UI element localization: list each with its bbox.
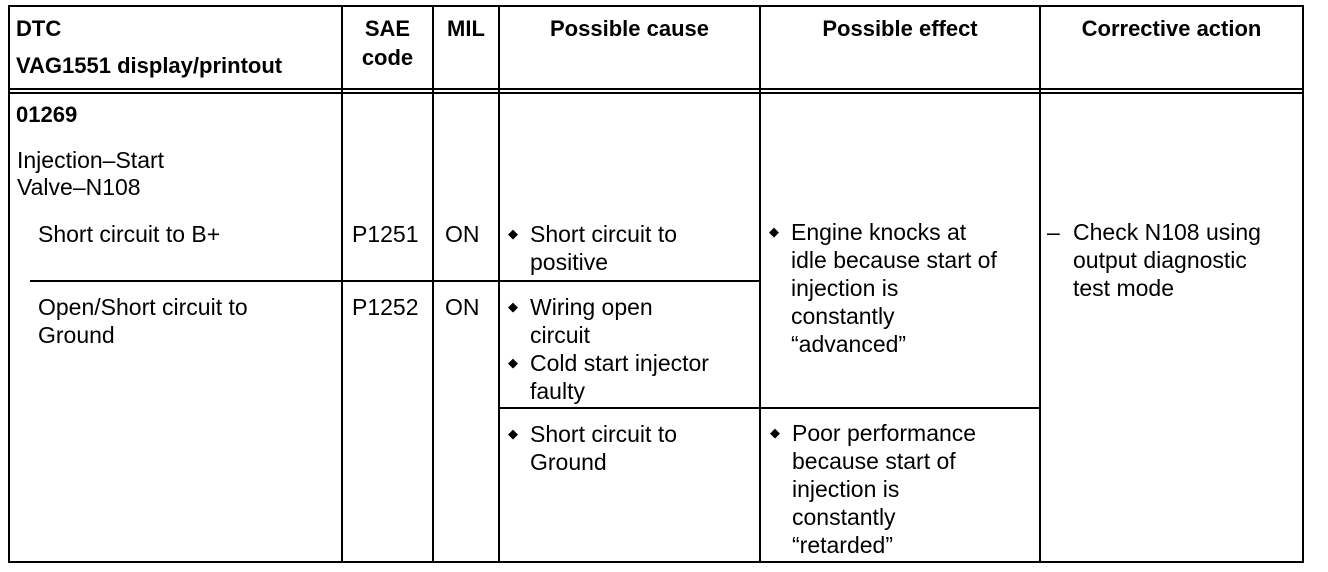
effect-advanced-line5: “advanced” [791, 331, 907, 357]
cause-wiring-open-line1: ◆ Wiring open [530, 293, 653, 321]
effect-retarded-line3: injection is [792, 476, 900, 502]
cause-cold-start-line2: faulty [530, 378, 585, 404]
effect-retarded-line2: because start of [792, 448, 956, 474]
dtc-code: 01269 [16, 102, 78, 127]
header-corrective-action: Corrective action [1081, 16, 1262, 41]
fault-short-to-bplus: Short circuit to B+ [38, 221, 221, 247]
mil-status-row2: ON [445, 294, 480, 320]
effect-retarded-line5: “retarded” [792, 532, 893, 558]
effect-advanced-line3: injection is [791, 275, 899, 301]
cause-short-positive-line1: ◆ Short circuit to [530, 220, 677, 248]
action-line3: test mode [1073, 275, 1174, 301]
effect-retarded-line4: constantly [792, 504, 896, 530]
header-possible-effect: Possible effect [822, 16, 978, 41]
header-possible-cause: Possible cause [550, 16, 709, 41]
component-name-line1: Injection–Start [17, 147, 165, 173]
fault-open-short-ground-line2: Ground [38, 322, 115, 348]
sae-code-p1252: P1252 [352, 294, 419, 320]
cause-short-ground-line2: Ground [530, 449, 607, 475]
mil-status-row1: ON [445, 221, 480, 247]
action-line1: – Check N108 using [1073, 218, 1261, 246]
header-sae: SAE [364, 16, 411, 41]
cause-cold-start-line1: ◆ Cold start injector [530, 349, 709, 377]
header-dtc: DTC [16, 16, 62, 41]
cause-wiring-open-line2: circuit [530, 322, 591, 348]
cause-short-ground-line1: ◆ Short circuit to [530, 420, 677, 448]
effect-advanced-line4: constantly [791, 303, 895, 329]
action-line2: output diagnostic [1073, 247, 1247, 273]
header-mil: MIL [447, 16, 485, 41]
header-vag-display: VAG1551 display/printout [16, 53, 283, 78]
fault-open-short-ground-line1: Open/Short circuit to [38, 294, 248, 320]
effect-retarded-line1: ◆ Poor performance [792, 419, 976, 447]
header-sae-code: code [361, 45, 414, 70]
sae-code-p1251: P1251 [352, 221, 419, 247]
effect-advanced-line2: idle because start of [791, 247, 997, 273]
cause-short-positive-line2: positive [530, 249, 608, 275]
component-name-line2: Valve–N108 [17, 174, 141, 200]
effect-advanced-line1: ◆ Engine knocks at [791, 218, 966, 246]
